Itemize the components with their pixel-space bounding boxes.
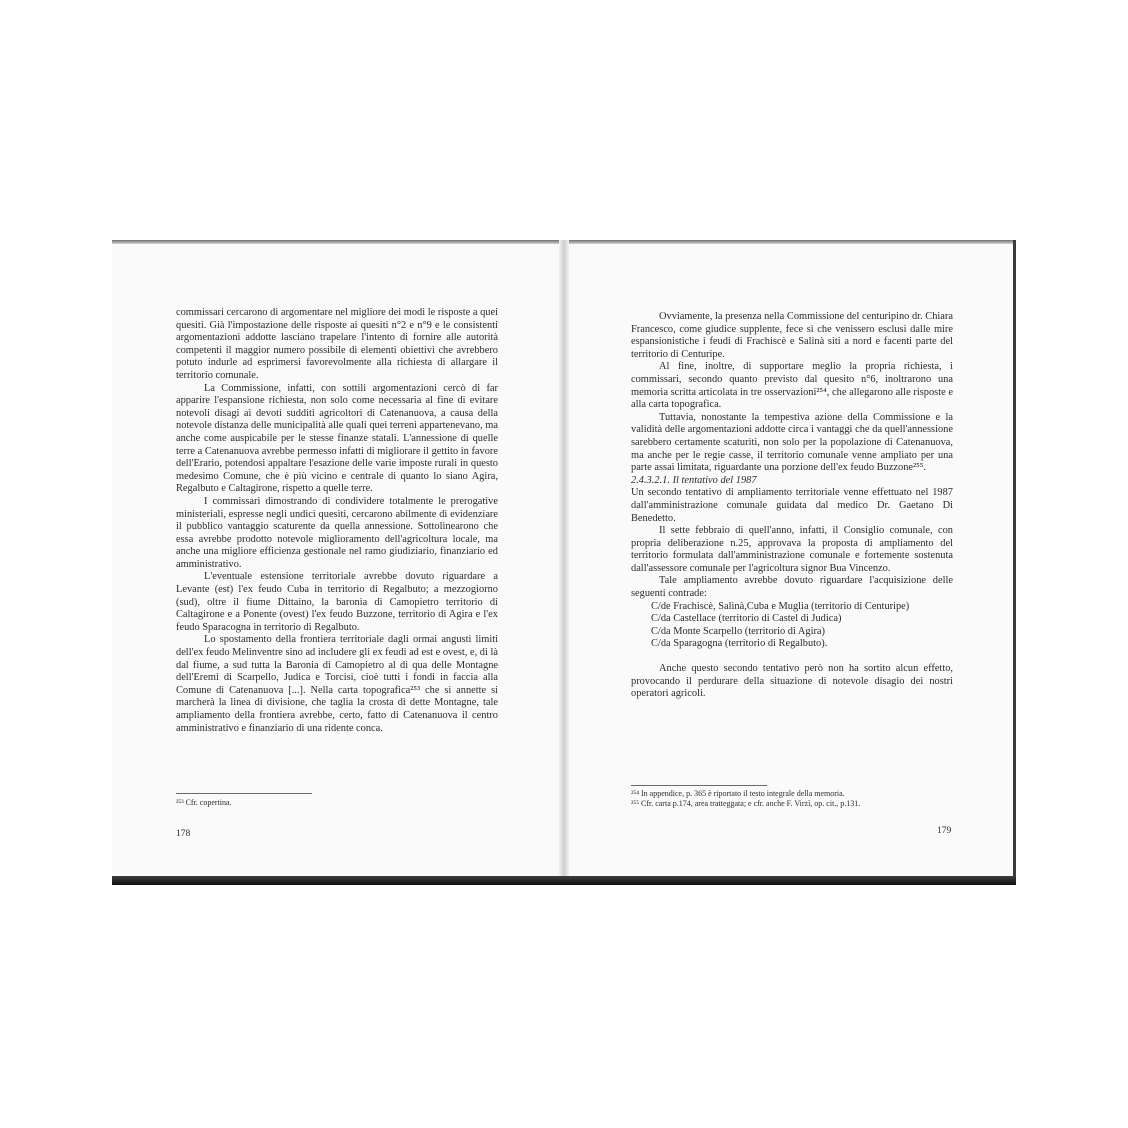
contrade-list — [631, 601, 953, 651]
paragraph: L'eventuale estensione territoriale avrebbe dovuto riguardare a Levante (est) l'ex feudo Cuba in territorio di Regalbuto; a mezzogiorno (sud), oltre il fiume Dittaino, la baronia di Camopietro territorio di Caltagirone e a Ponente (ovest) l'ex feudo Buzzone, territorio di Agira e l'ex feudo Sparacogna in territorio di Regalbuto. — [176, 571, 498, 633]
right-page — [569, 240, 1016, 885]
footnote-rule — [176, 793, 312, 794]
left-page-body — [176, 307, 498, 735]
paragraph: Al fine, inoltre, di supportare meglio la propria richiesta, i commissari, secondo quanto previsto dal quesito n°6, inoltrarono una memoria scritta articolata in tre osservazioni²⁵⁴, che allegarono alle risposte e alla carta topografica. — [631, 361, 953, 411]
paragraph: commissari cercarono di argomentare nel migliore dei modi le risposte a quei quesiti. Già l'impostazione delle risposte ai quesiti n°2 e n°9 e le consistenti argomentazioni addotte lasciano trapelare l'intento di fornire alle autorità competenti il maggior numero possibile di elementi obiettivi che avrebbero potuto indurle ad esprimersi favorevolmente alla richiesta di allargare il territorio comunale. — [176, 307, 498, 381]
paragraph: I commissari dimostrando di condividere totalmente le prerogative ministeriali, espresse negli undici quesiti, cercarono abilmente di evidenziare il pubblico vantaggio scaturente da quella annessione. Sottolinearono che essa avrebbe prodotto notevole miglioramento dell'agricoltura locale, ma anche una migliore efficienza gestionale nel ramo giudiziario, finanziario ed amministrativo. — [176, 495, 498, 570]
list-item: C/da Monte Scarpello (territorio di Agira) — [651, 625, 825, 637]
book-gutter — [559, 240, 569, 885]
list-item: C/da Castellace (territorio di Castel di Judica) — [651, 613, 842, 625]
page-number: 178 — [176, 829, 191, 839]
paragraph: Lo spostamento della frontiera territoriale dagli ormai angusti limiti dell'ex feudo Melinventre sino ad includere gli ex feudi ad est e ovest, e, di là dal fiume, a sud tutta la Baronia di Camopietro al di qua delle Montagne dell'Eremi di Scarpello, Judica e Torcisi, cioè tutti i fondi in faccia alla Comune di Catenanuova [...]. Nella carta topografica²⁵³ che si annette si marcherà la linea di divisione, che taglia la crosta di dette Montagne, tale ampliamento della frontiera avrebbe, certo, fatto di Catenanuova il centro amministrativo e finanziario di una ridente conca. — [176, 634, 498, 734]
list-item: C/de Frachiscè, Salinà,Cuba e Muglia (territorio di Centuripe) — [651, 600, 910, 612]
book-bottom-edge — [112, 876, 1016, 885]
footnotes — [631, 789, 953, 809]
open-book-spread — [112, 240, 1016, 885]
paragraph: Tale ampliamento avrebbe dovuto riguardare l'acquisizione delle seguenti contrade: — [631, 575, 953, 600]
left-page — [112, 240, 559, 885]
paragraph: Il sette febbraio di quell'anno, infatti, il Consiglio comunale, con propria deliberazione n.25, approvava la proposta di ampliamento del territorio formulata dall'amministrazione comunale e fortemente sostenuta dall'assessore comunale per l'agricoltura signor Bua Vincenzo. — [631, 525, 953, 574]
footnote: ²⁵⁵ Cfr. carta p.174, area tratteggata; e cfr. anche F. Virzì, op. cit., p.131. — [631, 799, 861, 808]
paragraph: La Commissione, infatti, con sottili argomentazioni cercò di far apparire l'espansione richiesta, non solo come necessaria al fine di evitare notevoli disagi ai devoti sudditi agricoltori di Catenanuova, a causa della notevole distanza delle municipalità alle quali quei terreni appartenevano, ma anche come auspicabile per le stesse finanze statali. L'annessione di quelle terre a Catenanuova avrebbe permesso infatti di migliorare il gettito in favore dell'Erario, potendosi appaltare l'esazione delle varie imposte rurali in questo medesimo Comune, che è più vicino e centrale di quanto lo siano Agira, Regalbuto e Caltagirone, rispetto a quelle terre. — [176, 382, 498, 495]
book-right-edge — [1013, 240, 1016, 885]
paragraph: Anche questo secondo tentativo però non ha sortito alcun effetto, provocando il perdurare della situazione di notevole disagio dei nostri operatori agricoli. — [631, 663, 953, 700]
page-number: 179 — [937, 826, 952, 836]
paragraph: Ovviamente, la presenza nella Commissione del centuripino dr. Chiara Francesco, come giudice supplente, fece sì che venissero esclusi dalle mire espansionistiche i feudi di Frachiscè e Salinà siti a nord e facenti parte del territorio di Centuripe. — [631, 311, 953, 360]
paragraph: Un secondo tentativo di ampliamento territoriale venne effettuato nel 1987 dall'amministrazione comunale guidata dal medico Dr. Gaetano Di Benedetto. — [631, 487, 953, 524]
right-page-body — [631, 311, 953, 701]
list-item: C/da Sparagogna (territorio di Regalbuto). — [651, 638, 828, 650]
footnote: ²⁵³ Cfr. copertina. — [176, 798, 232, 807]
section-heading: 2.4.3.2.1. Il tentativo del 1987 — [631, 474, 757, 486]
footnote-rule — [631, 785, 767, 786]
paragraph: Tuttavia, nonostante la tempestiva azione della Commissione e la validità delle argomentazioni addotte circa i vantaggi che da quell'annessione sarebbero certamente scaturiti, non solo per la popolazione di Catenanuova, ma anche per le regie casse, il territorio comunale venne ampliato per una parte assai limitata, riguardante una porzione dell'ex feudo Buzzone²⁵⁵. — [631, 411, 953, 474]
footnote: ²⁵⁴ In appendice, p. 365 è riportato il testo integrale della memoria. — [631, 789, 845, 798]
